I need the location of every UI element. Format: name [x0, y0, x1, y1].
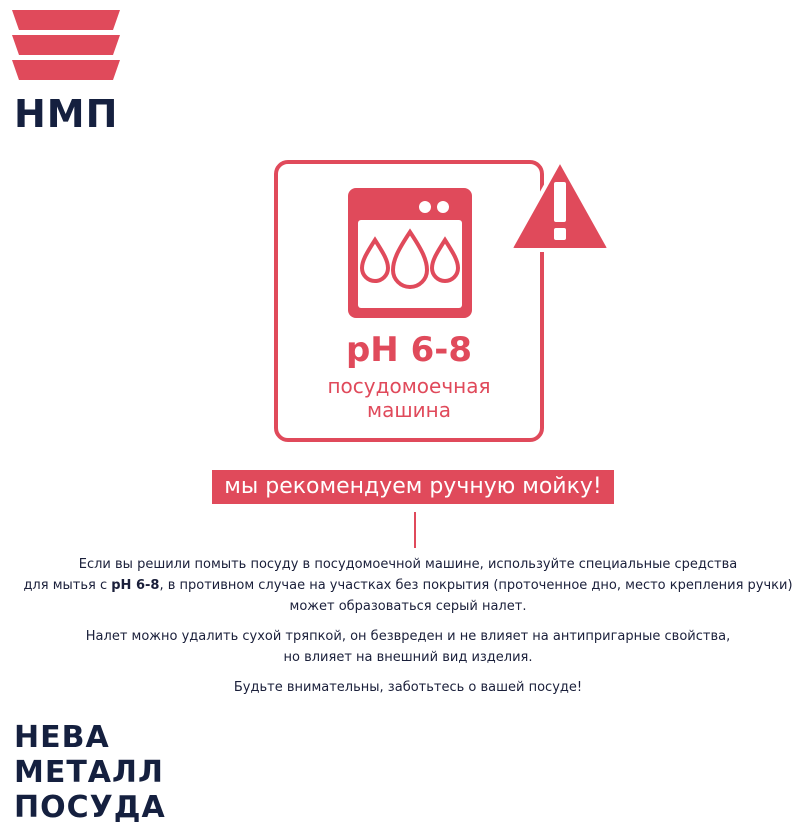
instructions-text	[10, 554, 806, 707]
p1-line-3: может образоваться серый налет.	[289, 599, 527, 614]
p1-line-2-prefix: для мытья с	[23, 578, 112, 593]
warning-triangle-icon	[508, 156, 612, 252]
mode-line-1: посудомоечная	[327, 374, 491, 398]
p1-line-2-bold: pH 6-8	[111, 578, 160, 593]
p2-line-2: но влияет на внешний вид изделия.	[283, 650, 533, 665]
dishwasher-icon	[348, 188, 472, 318]
ph-label: pH 6-8	[345, 330, 473, 370]
paragraph-1	[10, 554, 806, 617]
brand-name	[14, 720, 166, 825]
mode-line-2: машина	[367, 398, 451, 422]
p1-line-2-suffix: , в противном случае на участках без покрытия (проточенное дно, место крепления ручки)	[159, 578, 793, 593]
brand-line-1: НЕВА	[14, 720, 110, 755]
logo-stripe-1	[12, 10, 120, 30]
recommendation-banner: мы рекомендуем ручную мойку!	[212, 470, 614, 504]
paragraph-3: Будьте внимательны, заботьтесь о вашей посуде!	[233, 680, 583, 695]
paragraph-2	[10, 626, 806, 668]
vertical-divider	[414, 512, 416, 548]
washing-mode-label	[274, 374, 544, 422]
brand-line-2: МЕТАЛЛ	[14, 755, 164, 790]
logo-stripe-3	[12, 60, 120, 80]
logo-stripe-2	[12, 35, 120, 55]
p2-line-1: Налет можно удалить сухой тряпкой, он безвреден и не влияет на антипригарные свойства,	[85, 629, 731, 644]
logo-abbreviation: НМП	[14, 92, 119, 136]
p1-line-1: Если вы решили помыть посуду в посудомоечной машине, используйте специальные средства	[78, 557, 738, 572]
brand-line-3: ПОСУДА	[14, 790, 166, 825]
